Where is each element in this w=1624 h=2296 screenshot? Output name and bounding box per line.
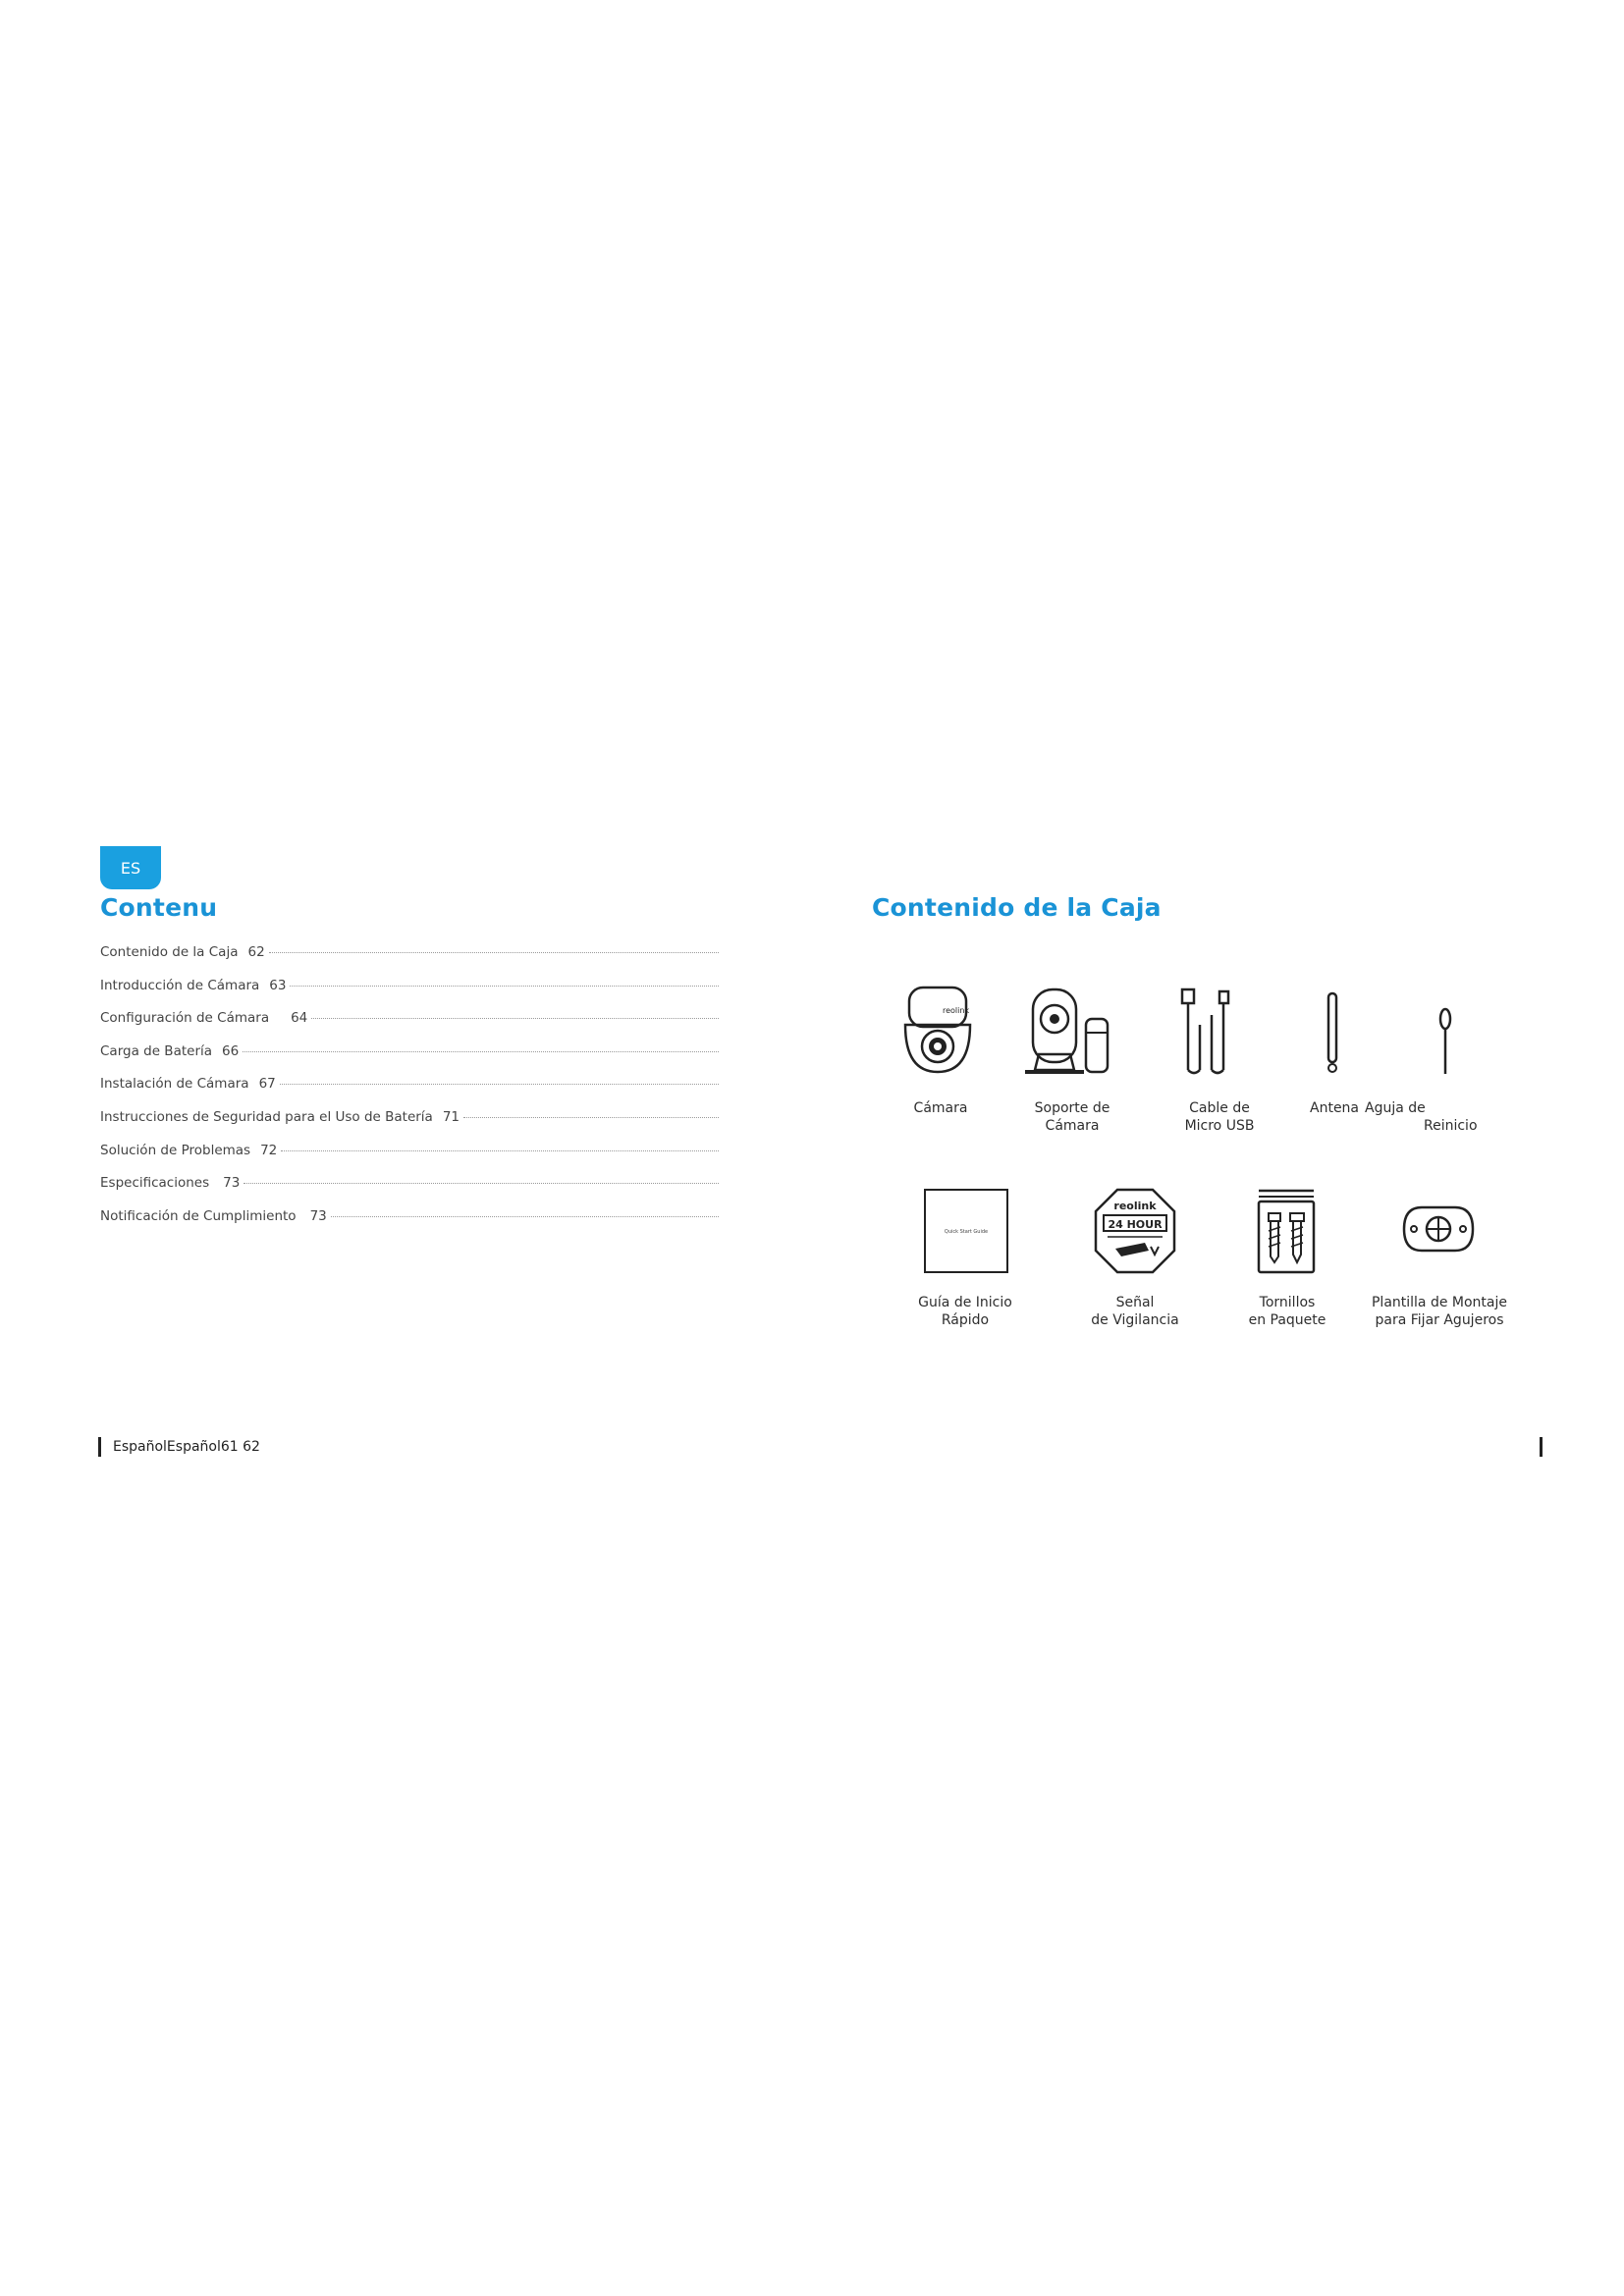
item-label-mount: Soporte de Cámara <box>1034 1100 1110 1134</box>
usb-cable-icon <box>1176 986 1245 1076</box>
toc-entry[interactable]: Contenido de la Caja 62 <box>100 944 719 978</box>
footer-divider <box>98 1437 101 1457</box>
toc-entry[interactable]: Introducción de Cámara 63 <box>100 978 719 1011</box>
toc-entry[interactable]: Especificaciones 73 <box>100 1175 719 1208</box>
toc-entry[interactable]: Instrucciones de Seguridad para el Uso de Batería 71 <box>100 1109 719 1143</box>
mount-icon <box>1021 986 1111 1076</box>
surveillance-sign-icon <box>1094 1188 1176 1274</box>
toc-entry[interactable]: Solución de Problemas 72 <box>100 1143 719 1176</box>
guide-cover-text: Quick Start Guide <box>944 1229 989 1235</box>
item-label-camera: Cámara <box>913 1100 968 1116</box>
camera-icon <box>901 986 974 1076</box>
footer-right-divider <box>1540 1437 1543 1457</box>
toc-entry[interactable]: Instalación de Cámara 67 <box>100 1076 719 1109</box>
quick-start-guide-icon <box>923 1188 1011 1274</box>
item-label-template: Plantilla de Montaje para Fijar Agujeros <box>1371 1295 1507 1328</box>
sign-headline-text: 24 HOUR <box>1108 1218 1163 1231</box>
section-title: Contenido de la Caja <box>872 893 1162 922</box>
item-label-sign: Señal de Vigilancia <box>1091 1295 1179 1328</box>
camera-logo-text: reolink <box>943 1006 970 1015</box>
reset-needle-icon <box>1437 1007 1453 1076</box>
sign-logo-text: reolink <box>1113 1200 1157 1212</box>
item-label-guide: Guía de Inicio Rápido <box>918 1295 1012 1328</box>
page-footer <box>98 1437 260 1457</box>
toc-title: Contenu <box>100 893 218 922</box>
item-label-needle: Aguja de Reinicio <box>1365 1100 1478 1134</box>
toc-entry[interactable]: Carga de Batería 66 <box>100 1043 719 1077</box>
footer-text: EspañolEspañol61 62 <box>113 1439 260 1455</box>
toc-entry[interactable]: Notificación de Cumplimiento 73 <box>100 1208 719 1242</box>
screws-pack-icon <box>1255 1188 1318 1274</box>
antenna-icon <box>1323 991 1342 1076</box>
language-tab: ES <box>100 846 161 889</box>
item-label-antenna: Antena <box>1310 1100 1360 1116</box>
mounting-template-icon <box>1400 1203 1477 1255</box>
item-label-cable: Cable de Micro USB <box>1184 1100 1255 1134</box>
toc-entry[interactable]: Configuración de Cámara 64 <box>100 1010 719 1043</box>
item-label-screws: Tornillos en Paquete <box>1248 1295 1326 1328</box>
table-of-contents <box>100 944 719 1241</box>
